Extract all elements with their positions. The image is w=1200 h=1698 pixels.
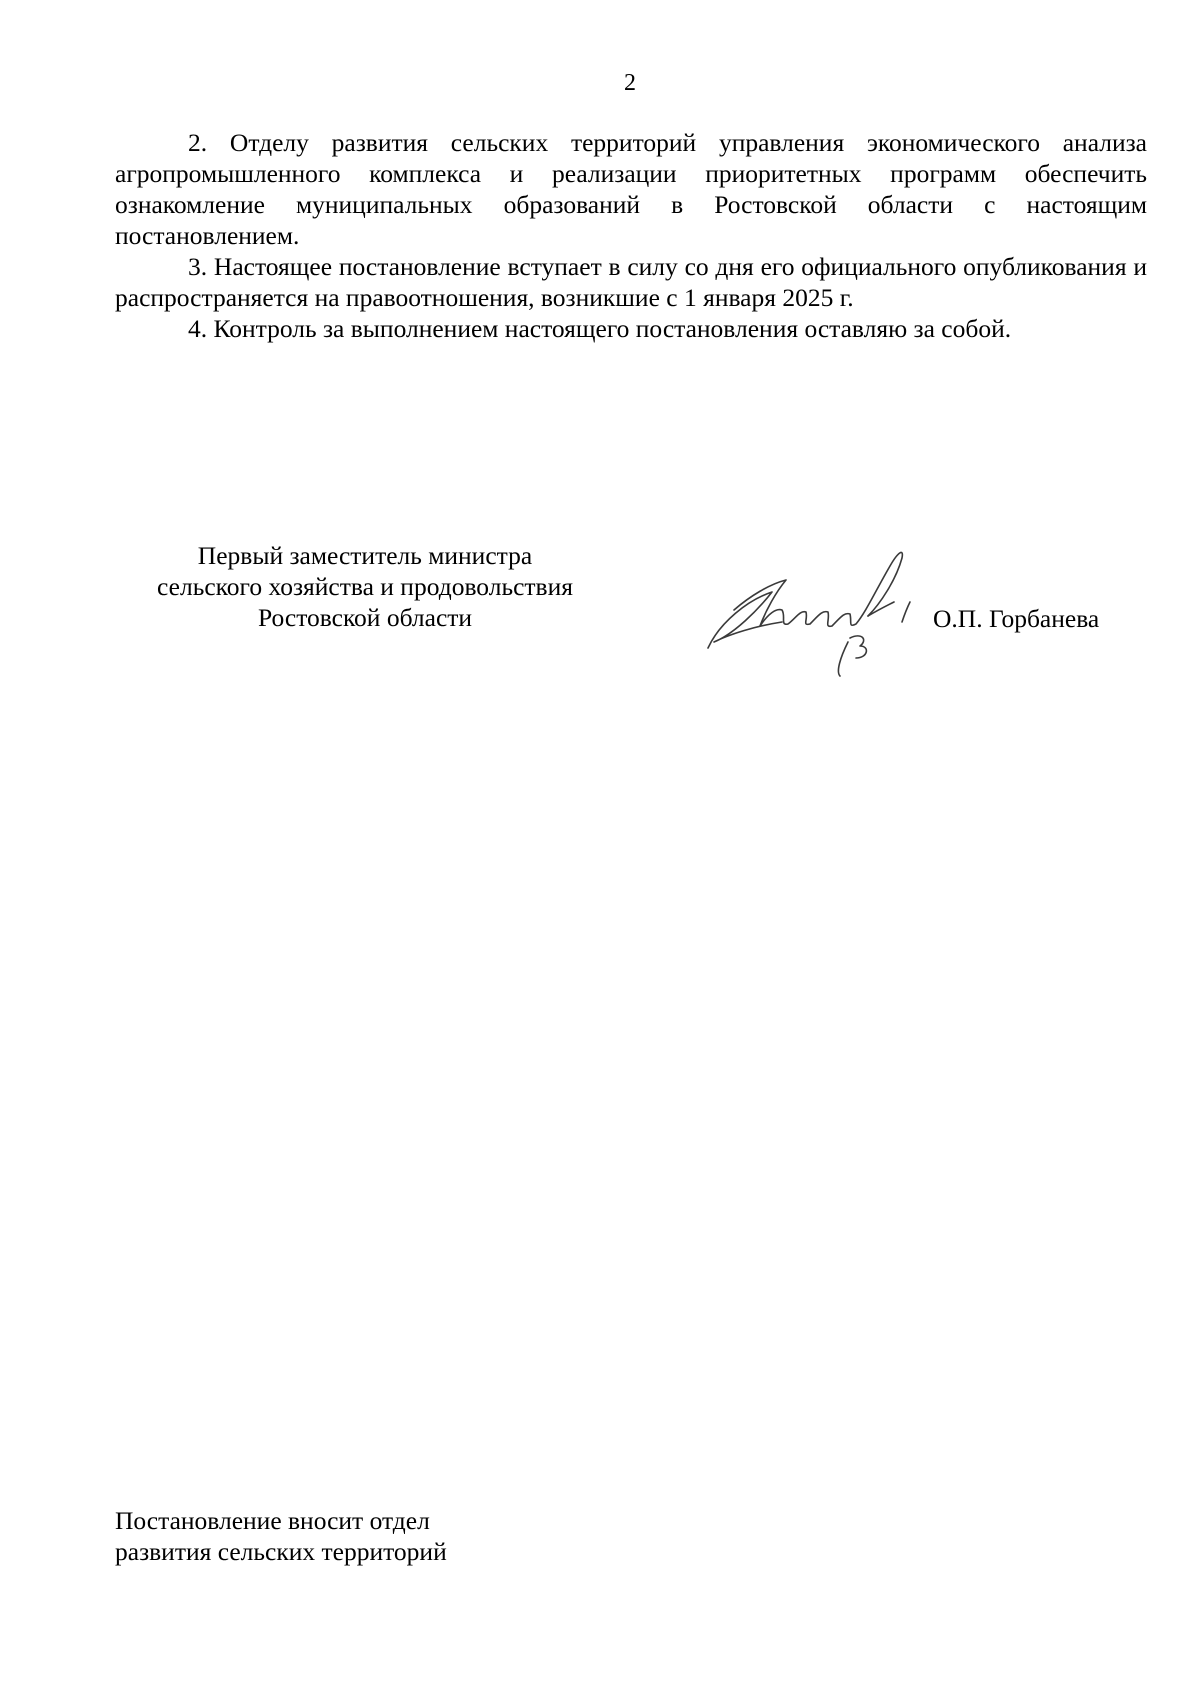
footer-note-line: Постановление вносит отдел <box>115 1506 430 1535</box>
signer-name: О.П. Горбанева <box>933 604 1100 633</box>
signatory-position <box>120 540 610 633</box>
handwritten-signature <box>700 530 920 680</box>
paragraph-4: 4. Контроль за выполнением настоящего постановления оставляю за собой. <box>188 314 1012 343</box>
signatory-position-line: Ростовской области <box>257 603 473 632</box>
paragraph-2: 2. Отделу развития сельских территорий управления экономического анализа агропромышленного комплекса и реализации приоритетных программ обеспечить ознакомление муниципальных образований в Ростовской области с настоящим постановлением. <box>115 128 1147 250</box>
footer-note <box>115 1505 447 1567</box>
signatory-position-line: сельского хозяйства и продовольствия <box>157 572 573 601</box>
footer-note-line: развития сельских территорий <box>115 1537 447 1566</box>
paragraph-3: 3. Настоящее постановление вступает в силу со дня его официального опубликования и распространяется на правоотношения, возникшие с 1 января 2025 г. <box>115 252 1147 312</box>
page-number: 2 <box>624 70 636 96</box>
signatory-position-line: Первый заместитель министра <box>197 541 533 570</box>
document-body <box>115 127 1147 344</box>
